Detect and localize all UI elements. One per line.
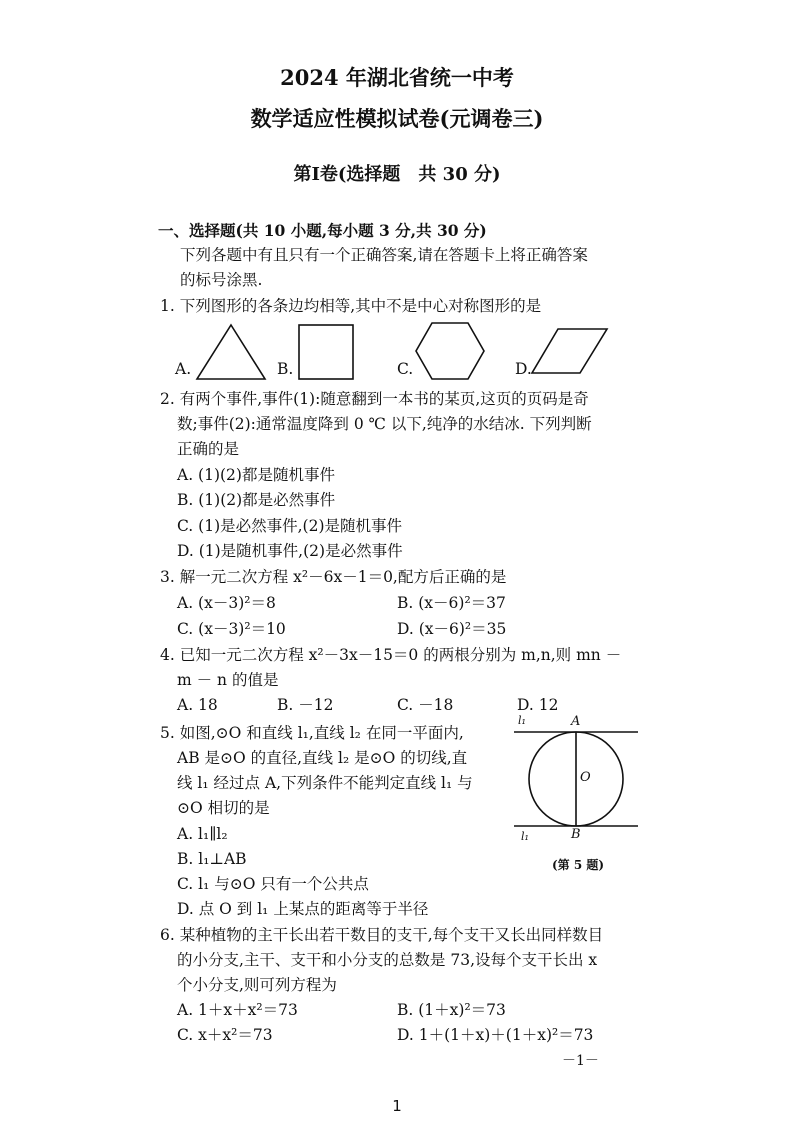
q6-stem-line1: 6. 某种植物的主干长出若干数目的支干,每个支干又长出同样数目 — [160, 926, 604, 944]
q3-option-d: D. (x－6)²＝35 — [397, 620, 507, 638]
q4-option-c: C. －18 — [397, 696, 454, 714]
q2-stem-line3: 正确的是 — [177, 440, 240, 458]
exam-title-line1: 2024 年湖北省统一中考 — [280, 65, 514, 90]
q6-stem-line2: 的小分支,主干、支干和小分支的总数是 73,设每个支干长出 x — [177, 951, 598, 969]
q1-square-figure — [297, 322, 357, 382]
q5-stem-line1: 5. 如图,⊙O 和直线 l₁,直线 l₂ 在同一平面内, — [160, 724, 464, 742]
q2-stem-line1: 2. 有两个事件,事件(1):随意翻到一本书的某页,这页的页码是奇 — [160, 390, 589, 408]
q1-triangle-figure — [195, 322, 267, 382]
q3-option-a: A. (x－3)²＝8 — [177, 594, 276, 612]
q2-option-d: D. (1)是随机事件,(2)是必然事件 — [177, 542, 403, 560]
exam-title-line2: 数学适应性模拟试卷(元调卷三) — [250, 106, 544, 131]
q6-option-c: C. x＋x²＝73 — [177, 1026, 273, 1044]
section-title: 第Ⅰ卷(选择题 共 30 分) — [293, 164, 501, 185]
part-heading: 一、选择题(共 10 小题,每小题 3 分,共 30 分) — [158, 221, 487, 240]
q5-label-a: A — [571, 714, 581, 729]
q5-label-o: O — [580, 770, 591, 785]
q5-label-l-top: l₁ — [518, 714, 526, 727]
q6-option-b: B. (1＋x)²＝73 — [397, 1001, 506, 1019]
q5-option-b: B. l₁⊥AB — [177, 850, 247, 868]
q1-stem: 1. 下列图形的各条边均相等,其中不是中心对称图形的是 — [160, 297, 542, 315]
footer-page-number: 1 — [392, 1097, 402, 1115]
q6-stem-line3: 个小分支,则可列方程为 — [177, 976, 337, 994]
q5-stem-line3: 线 l₁ 经过点 A,下列条件不能判定直线 l₁ 与 — [177, 774, 473, 792]
q1-option-b-label: B. — [277, 360, 294, 378]
q4-option-b: B. －12 — [277, 696, 334, 714]
q4-option-d: D. 12 — [517, 696, 559, 714]
q4-stem-line2: m － n 的值是 — [177, 671, 279, 689]
q5-label-l-bottom: l₁ — [521, 830, 529, 843]
q2-stem-line2: 数;事件(2):通常温度降到 0 ℃ 以下,纯净的水结冰. 下列判断 — [177, 415, 592, 433]
q3-option-b: B. (x－6)²＝37 — [397, 594, 506, 612]
q1-hexagon-figure — [414, 320, 486, 382]
q6-option-a: A. 1＋x＋x²＝73 — [177, 1001, 298, 1019]
instruction-line-2: 的标号涂黑. — [180, 271, 263, 289]
q2-option-a: A. (1)(2)都是随机事件 — [177, 466, 335, 484]
q4-stem-line1: 4. 已知一元二次方程 x²－3x－15＝0 的两根分别为 m,n,则 mn － — [160, 646, 622, 664]
page-marker: －1－ — [562, 1053, 599, 1069]
q5-label-b: B — [571, 827, 581, 842]
q1-rhombus-figure — [530, 326, 610, 376]
q5-option-a: A. l₁∥l₂ — [177, 825, 228, 843]
q4-option-a: A. 18 — [177, 696, 218, 714]
q5-option-c: C. l₁ 与⊙O 只有一个公共点 — [177, 875, 369, 893]
q3-stem: 3. 解一元二次方程 x²－6x－1＝0,配方后正确的是 — [160, 568, 507, 586]
q5-figure-caption: (第 5 题) — [552, 858, 605, 872]
q3-option-c: C. (x－3)²＝10 — [177, 620, 286, 638]
instruction-line-1: 下列各题中有且只有一个正确答案,请在答题卡上将正确答案 — [180, 246, 588, 264]
q1-option-c-label: C. — [397, 360, 414, 378]
q1-option-a-label: A. — [175, 360, 192, 378]
q5-stem-line2: AB 是⊙O 的直径,直线 l₂ 是⊙O 的切线,直 — [177, 749, 468, 767]
q2-option-b: B. (1)(2)都是必然事件 — [177, 491, 336, 509]
q5-option-d: D. 点 O 到 l₁ 上某点的距离等于半径 — [177, 900, 429, 918]
q1-option-d-label: D. — [515, 360, 532, 378]
q2-option-c: C. (1)是必然事件,(2)是随机事件 — [177, 517, 403, 535]
q6-option-d: D. 1＋(1＋x)＋(1＋x)²＝73 — [397, 1026, 594, 1044]
q5-stem-line4: ⊙O 相切的是 — [177, 799, 270, 817]
